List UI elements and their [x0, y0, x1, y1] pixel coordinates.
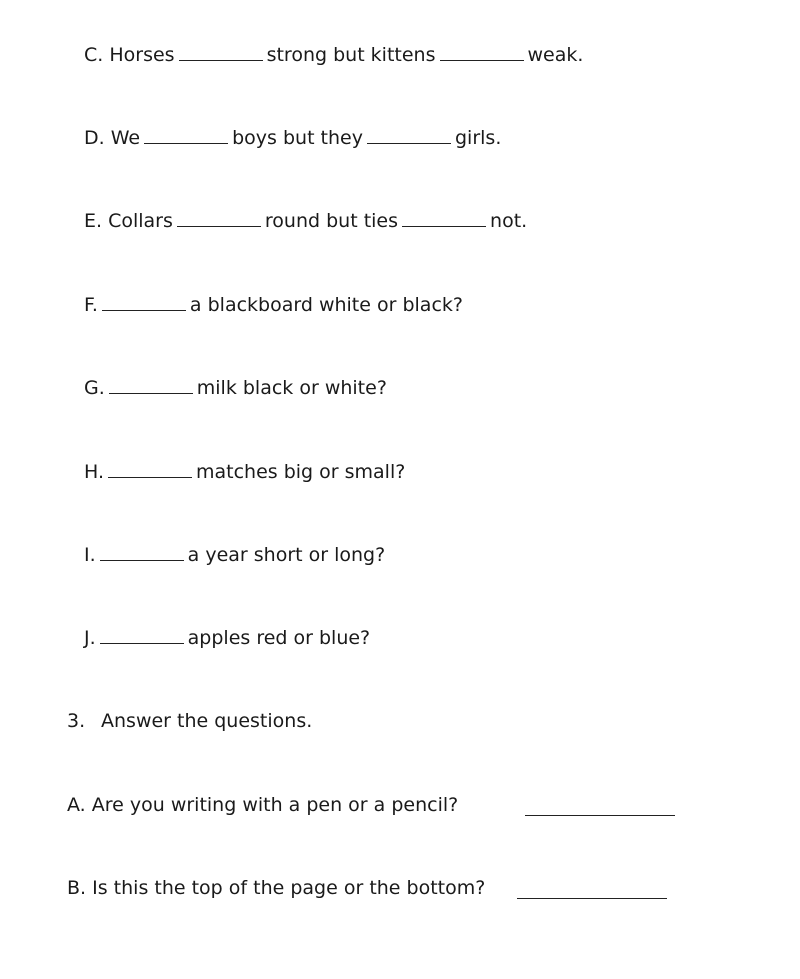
- question-letter: B.: [67, 877, 87, 899]
- item-text: a blackboard white or black?: [189, 294, 463, 316]
- fill-in-item-i: [84, 543, 385, 567]
- section-heading: [67, 709, 312, 733]
- question-text: Are you writing with a pen or a pencil?: [91, 794, 459, 816]
- answer-blank[interactable]: [440, 44, 524, 61]
- answer-blank[interactable]: [102, 294, 186, 311]
- answer-line-a[interactable]: [525, 814, 675, 816]
- item-text: weak.: [527, 44, 584, 66]
- question-b: [67, 876, 485, 900]
- item-text: a year short or long?: [187, 544, 386, 566]
- answer-blank[interactable]: [100, 627, 184, 644]
- item-text: girls.: [454, 127, 502, 149]
- item-letter: E.: [84, 210, 103, 232]
- section-number: 3.: [67, 710, 86, 732]
- question-letter: A.: [67, 794, 86, 816]
- item-letter: I.: [84, 544, 96, 566]
- fill-in-item-c: [84, 43, 583, 67]
- section-title: Answer the questions.: [101, 710, 313, 732]
- answer-blank[interactable]: [367, 127, 451, 144]
- fill-in-item-g: [84, 376, 387, 400]
- answer-blank[interactable]: [100, 544, 184, 561]
- answer-line-b[interactable]: [517, 897, 667, 899]
- item-text: strong but kittens: [266, 44, 436, 66]
- item-letter: G.: [84, 377, 105, 399]
- item-letter: H.: [84, 461, 104, 483]
- item-letter: C.: [84, 44, 104, 66]
- question-text: Is this the top of the page or the bottom?: [92, 877, 486, 899]
- fill-in-item-h: [84, 460, 405, 484]
- item-text: Horses: [109, 44, 175, 66]
- fill-in-item-j: [84, 626, 370, 650]
- item-text: Collars: [108, 210, 173, 232]
- item-text: matches big or small?: [196, 461, 406, 483]
- fill-in-item-f: [84, 293, 463, 317]
- answer-blank[interactable]: [108, 461, 192, 478]
- item-text: apples red or blue?: [187, 627, 371, 649]
- item-letter: J.: [84, 627, 96, 649]
- answer-blank[interactable]: [177, 210, 261, 227]
- answer-blank[interactable]: [109, 377, 193, 394]
- fill-in-item-e: [84, 209, 527, 233]
- answer-blank[interactable]: [144, 127, 228, 144]
- question-a: [67, 793, 458, 817]
- answer-blank[interactable]: [402, 210, 486, 227]
- answer-blank[interactable]: [179, 44, 263, 61]
- item-text: round but ties: [264, 210, 399, 232]
- item-letter: F.: [84, 294, 98, 316]
- item-letter: D.: [84, 127, 105, 149]
- fill-in-item-d: [84, 126, 501, 150]
- item-text: We: [110, 127, 141, 149]
- item-text: milk black or white?: [196, 377, 387, 399]
- item-text: boys but they: [232, 127, 363, 149]
- item-text: not.: [490, 210, 528, 232]
